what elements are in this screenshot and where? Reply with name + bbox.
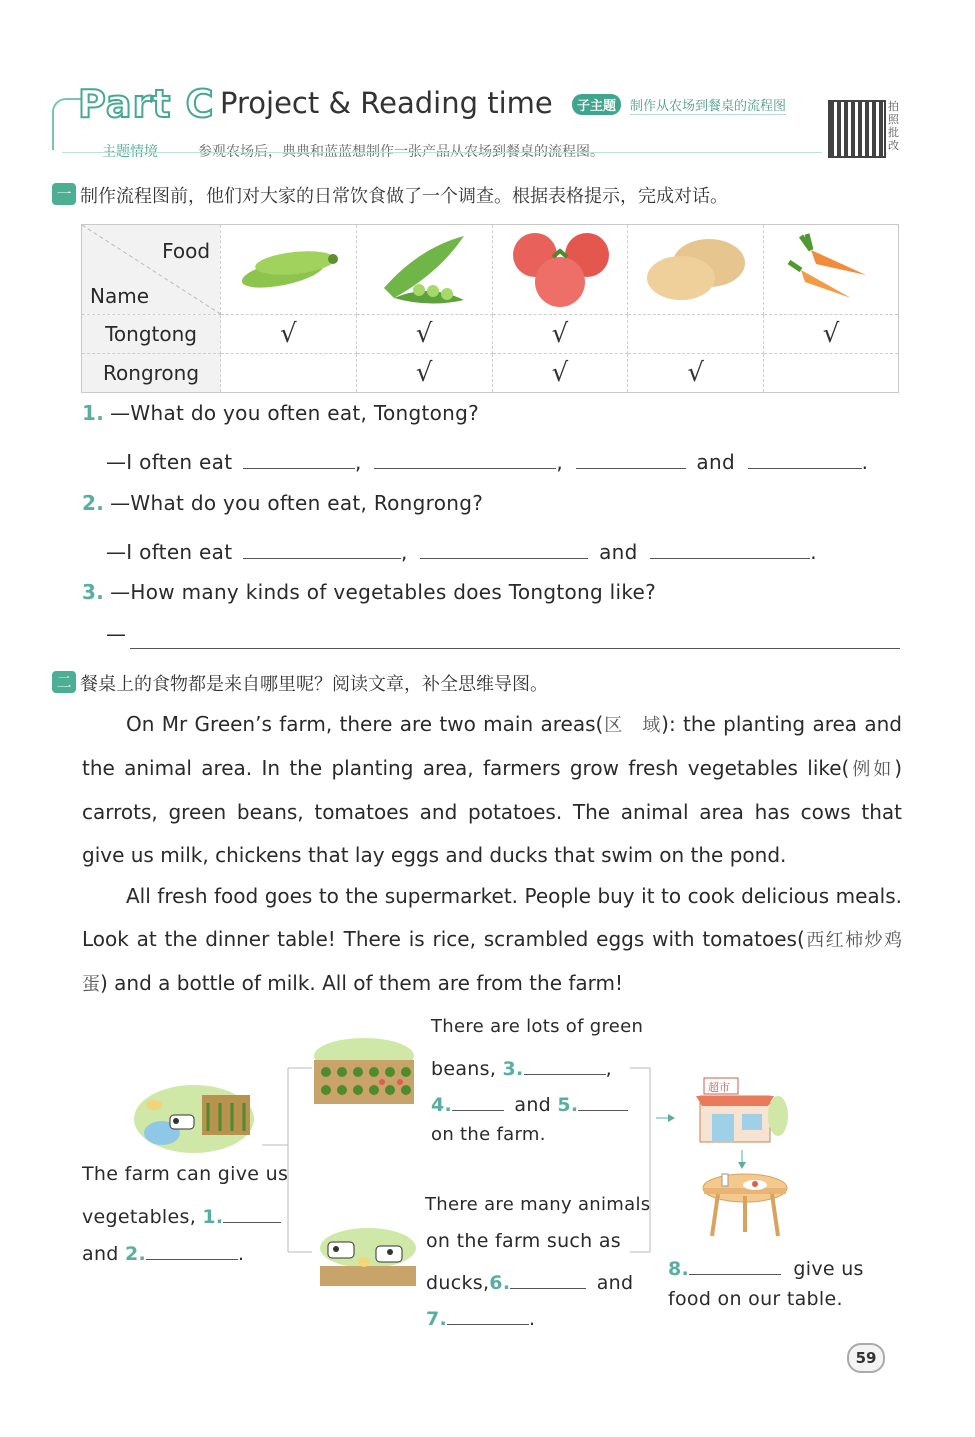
q1-and: and [696, 450, 735, 474]
blank-number-8: 8. [668, 1258, 690, 1280]
blank-number-5: 5. [557, 1094, 579, 1116]
farm-illustration [132, 1075, 256, 1155]
blank-3[interactable] [524, 1052, 606, 1075]
left-period: . [238, 1243, 245, 1265]
q2-and: and [599, 540, 638, 564]
page-number: 59 [847, 1343, 885, 1373]
row-name: Rongrong [82, 354, 221, 393]
top-and: and [514, 1094, 552, 1116]
top-line-1: There are lots of green [431, 1016, 644, 1037]
bottom-ducks: ducks, [426, 1272, 490, 1294]
blank-7[interactable] [447, 1302, 529, 1325]
top-line-2 [431, 1052, 612, 1080]
q1-period: . [861, 450, 869, 474]
sub-text: 制作从农场到餐桌的流程图 [630, 95, 786, 115]
mark-cell: √ [221, 315, 357, 354]
dinner-table-illustration [700, 1168, 790, 1240]
shop-icon [692, 1074, 788, 1146]
vegetable-field-icon [312, 1036, 416, 1106]
blank-2[interactable] [146, 1237, 238, 1260]
q2-number: 2. [82, 491, 105, 515]
sub-badge: 子主题 [572, 94, 621, 115]
right-give-us: give us [793, 1258, 864, 1280]
q1-comma: , [355, 450, 362, 474]
corner-name: Name [90, 284, 150, 308]
q2-text: —What do you often eat, Rongrong? [110, 491, 484, 515]
blank-6[interactable] [510, 1266, 586, 1289]
part-label: Part C [78, 82, 215, 126]
row-name: Tongtong [82, 315, 221, 354]
mark-cell: √ [492, 315, 628, 354]
top-comma: , [605, 1058, 612, 1080]
bottom-line-2: on the farm such as [426, 1230, 621, 1252]
blank-number-6: 6. [489, 1272, 511, 1294]
section1-badge: 一 [52, 183, 76, 205]
blank-5[interactable] [578, 1088, 628, 1111]
q3-answer-start: — [106, 622, 127, 646]
left-vegetables: vegetables, [82, 1206, 197, 1228]
bottom-period: . [529, 1308, 536, 1330]
mark-cell: √ [628, 354, 764, 393]
corner-food: Food [162, 239, 211, 263]
planting-area-illustration [312, 1036, 416, 1106]
scene-text: 参观农场后，典典和蓝蓝想制作一张产品从农场到餐桌的流程图。 [198, 144, 604, 160]
section2-badge: 二 [52, 671, 76, 693]
blank-1[interactable] [223, 1200, 281, 1223]
q1-answer-start: —I often eat [106, 450, 233, 474]
blank-number-4: 4. [431, 1094, 453, 1116]
section1-instruction: 制作流程图前，他们对大家的日常饮食做了一个调查。根据表格提示，完成对话。 [80, 186, 728, 207]
section2-instruction: 餐桌上的食物都是来自哪里呢？阅读文章，补全思维导图。 [80, 674, 548, 695]
bottom-and: and [596, 1272, 634, 1294]
left-line-3 [82, 1237, 244, 1265]
table-icon [700, 1168, 790, 1240]
mark-cell: √ [356, 354, 492, 393]
farm-icon [132, 1075, 256, 1155]
page-title: Project & Reading time [220, 86, 553, 120]
supermarket-illustration [692, 1074, 788, 1146]
top-line-3 [431, 1088, 628, 1116]
q2-period: . [810, 540, 817, 564]
q1-number: 1. [82, 401, 105, 425]
blank-8[interactable] [689, 1252, 781, 1275]
mark-cell: √ [764, 315, 899, 354]
animals-icon [318, 1222, 418, 1288]
shop-sign: 超市 [708, 1081, 730, 1094]
bottom-line-1: There are many animals [425, 1194, 651, 1215]
p1-part-a: On Mr Green’s farm, there are two main areas( [126, 712, 604, 736]
q2-comma: , [401, 540, 408, 564]
q1-comma: , [556, 450, 564, 474]
bottom-line-4 [426, 1302, 535, 1330]
p1-part-c: ) carrots, green beans, tomatoes and potatoes. The animal area has cows that give us milk, chickens that lay eggs and ducks that swim on the pond. [82, 756, 903, 867]
right-line-2: food on our table. [668, 1288, 843, 1310]
right-line-1 [668, 1252, 864, 1280]
q3-text: —How many kinds of vegetables does Tongtong like? [110, 580, 657, 604]
p1-part-b: ): the planting area and the animal area. In the planting area, farmers grow fresh vegetables like( [82, 712, 902, 780]
q2-answer-start: —I often eat [106, 540, 233, 564]
mark-cell: √ [492, 354, 628, 393]
animal-area-illustration [318, 1222, 418, 1288]
blank-number-1: 1. [202, 1206, 224, 1228]
scene-label: 主题情境 [102, 144, 158, 160]
p1-cn-1: 区 域 [603, 715, 662, 736]
bottom-line-3 [426, 1266, 633, 1294]
p1-cn-2: 例如 [849, 759, 895, 780]
left-line-2 [82, 1200, 281, 1228]
p2-cn: 西红柿炒鸡蛋 [82, 930, 903, 995]
left-line-1: The farm can give us [82, 1163, 289, 1185]
q1-text: —What do you often eat, Tongtong? [110, 401, 480, 425]
mark-cell: √ [356, 315, 492, 354]
top-line-4: on the farm. [431, 1124, 546, 1145]
qr-label: 拍照批改 [888, 100, 899, 152]
p2-part-a: All fresh food goes to the supermarket. People buy it to cook delicious meals. Look at the dinner table! There is rice, scrambled eggs with tomatoes( [82, 884, 902, 951]
left-and: and [82, 1243, 119, 1265]
blank-number-7: 7. [426, 1308, 448, 1330]
blank-number-3: 3. [502, 1058, 524, 1080]
top-beans: beans, [431, 1058, 497, 1080]
blank-number-2: 2. [125, 1243, 147, 1265]
p2-part-b: ) and a bottle of milk. All of them are from the farm! [100, 971, 624, 995]
blank-4[interactable] [452, 1088, 504, 1111]
q3-number: 3. [82, 580, 105, 604]
